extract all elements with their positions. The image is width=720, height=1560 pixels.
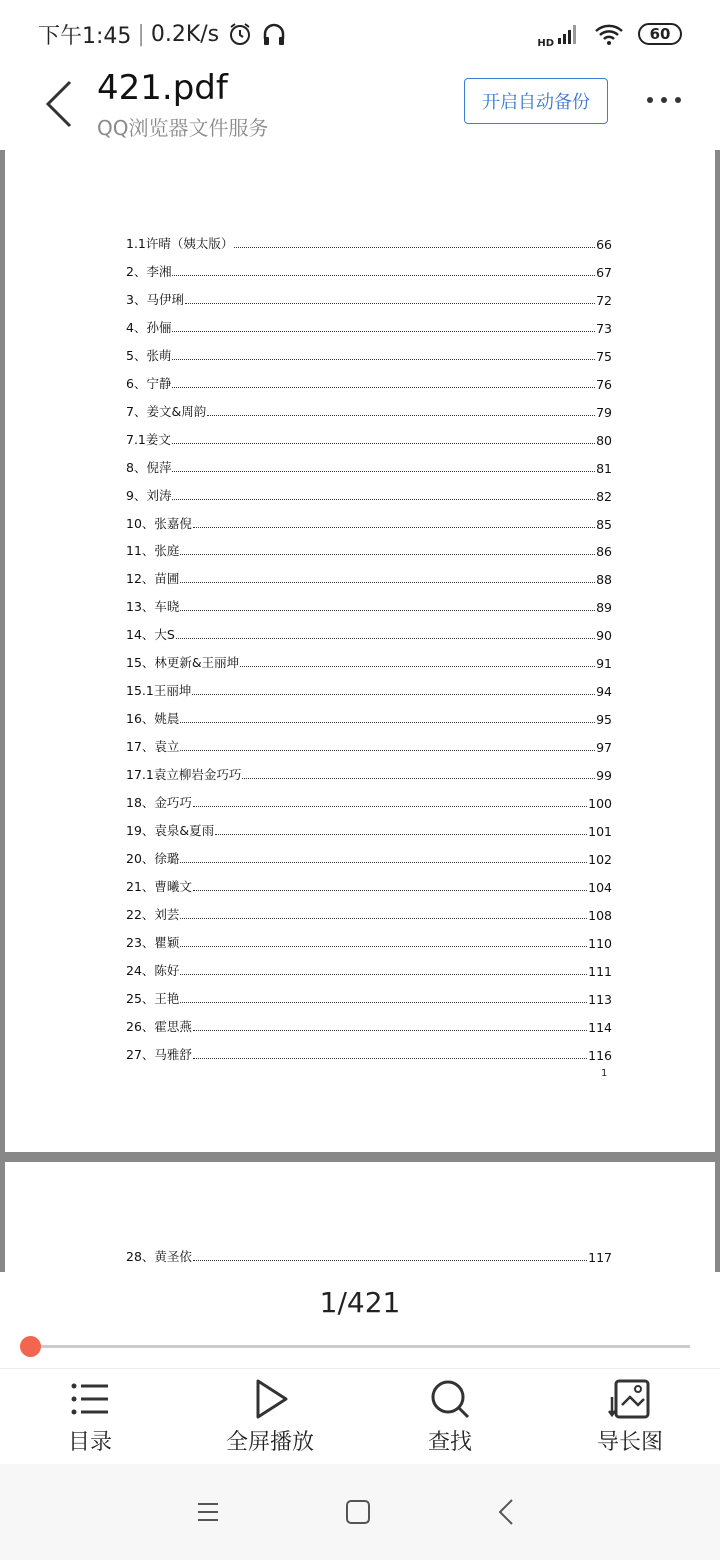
toc-entry-title: 28、黄圣依 [126,1249,192,1264]
toc-entry-title: 24、陈好 [126,962,180,978]
toc-entry-page: 101 [588,823,612,839]
toc-entry-page: 80 [596,432,612,448]
toc-entry-title: 1.1许晴（姨太版） [126,236,234,251]
toc-entry-title: 7.1姜文 [126,431,171,447]
toc-entry [126,735,612,755]
home-icon[interactable] [340,1494,376,1530]
toc-entry [126,428,612,448]
toc-label: 目录 [67,1430,112,1455]
toc-entry-page: 99 [596,768,612,784]
hd-label: HD [537,37,554,49]
toc-entry [126,679,612,699]
toc-entry [126,288,612,308]
toc-entry-page: 88 [596,572,612,588]
toc-entry-page: 89 [596,600,612,616]
toc-entry-title: 26、霍思燕 [126,1018,192,1034]
toc-entry-title: 13、车晓 [126,599,180,615]
toc-leader-dots [180,750,595,751]
dot [675,97,681,103]
toc-leader-dots [180,722,595,723]
toc-entry-page: 72 [596,292,612,308]
toc-entry [126,567,612,587]
back-icon[interactable] [490,1494,526,1530]
toc-entry [126,260,612,280]
toc-entry-title: 27、马雅舒 [126,1046,192,1062]
toc-leader-dots [180,946,587,947]
toc-leader-dots [172,387,595,388]
toc-entry-title: 15.1王丽坤 [126,683,192,699]
system-nav-bar [0,1464,720,1560]
toc-entry [126,595,612,615]
toc-entry-title: 7、姜文&周韵 [126,403,207,419]
toc-entry-title: 22、刘芸 [126,906,180,922]
search-label: 查找 [427,1430,472,1455]
toc-leader-dots [192,694,595,695]
toc-entry-page: 75 [596,348,612,364]
play-icon [248,1377,292,1421]
alarm-icon [227,21,253,47]
toc-entry-title: 12、苗圃 [126,571,180,587]
toc-entry-page: 67 [596,264,612,280]
toc-entry [126,791,612,811]
network-speed: 0.2K/s [150,21,220,47]
toc-leader-dots [172,275,595,276]
toc-entry [126,316,612,336]
toc-entry-page: 81 [596,460,612,476]
status-bar [0,0,720,68]
toc-entry [126,512,612,532]
toc-entry [126,875,612,895]
long-image-icon [608,1377,652,1421]
toc-entry [126,903,612,923]
toc-leader-dots [172,499,595,500]
toc-entry-title: 17、袁立 [126,739,180,755]
toc-leader-dots [193,890,587,891]
toc-leader-dots [172,471,595,472]
toc-leader-dots [193,1030,587,1031]
toc-leader-dots [240,666,595,667]
fullscreen-play-label: 全屏播放 [225,1430,314,1455]
toc-entry [126,539,612,559]
toc-leader-dots [234,247,595,248]
toc-entry [126,344,612,364]
toc-entry [126,1015,612,1035]
toc-leader-dots [172,359,595,360]
toc-entry-title: 6、宁静 [126,375,172,391]
toc-leader-dots [180,554,595,555]
toc-entry [126,456,612,476]
toc-entry-title: 9、刘涛 [126,487,172,503]
toc-entry-page: 108 [588,907,612,923]
toc-entry-page: 100 [588,796,612,811]
toc-entry [126,372,612,392]
toc-leader-dots [180,974,587,975]
pdf-page [5,1162,715,1272]
toc-entry-title: 15、林更新&王丽坤 [126,655,240,671]
toc-entry [126,651,612,671]
toc-button[interactable] [20,1369,160,1465]
toc-entry-page: 82 [596,488,612,504]
dot [661,97,667,103]
toc-entry-title: 25、王艳 [126,990,180,1006]
toc-entry-title: 18、金巧巧 [126,795,192,810]
header [0,68,720,150]
export-long-image-button[interactable] [560,1369,700,1465]
toc-entry-title: 8、倪萍 [126,459,172,475]
dot [647,97,653,103]
list-icon [68,1377,112,1421]
export-long-image-label: 导长图 [596,1430,663,1455]
toc-entry [126,1043,612,1063]
toc-entry [126,819,612,839]
bottom-toolbar [0,1368,720,1464]
auto-backup-button[interactable]: 开启自动备份 [464,78,608,124]
toc-entry-page: 76 [596,376,612,392]
toc-entry-title: 17.1袁立柳岩金巧巧 [126,767,242,783]
headphones-icon [261,21,287,47]
toc-leader-dots [176,638,595,639]
back-arrow-icon[interactable] [40,76,80,132]
toc-entry [126,763,612,783]
toc-leader-dots [180,582,595,583]
toc-entry-page: 73 [596,320,612,336]
file-source: QQ浏览器文件服务 [97,116,269,140]
toc-entry [126,484,612,504]
toc-entry-page: 90 [596,628,612,644]
toc-leader-dots [193,1260,587,1261]
page-indicator: 1/421 [319,1286,401,1319]
toc-entry-title: 4、孙俪 [126,319,172,335]
toc-leader-dots [193,1058,587,1059]
toc-entry-page: 102 [588,851,612,867]
toc-entry [126,931,612,951]
status-divider: | [137,21,145,47]
status-time: 下午1:45 [38,23,132,49]
toc-entry-page: 95 [596,712,612,728]
toc-leader-dots [180,1002,587,1003]
toc-entry-page: 79 [596,404,612,420]
toc-entry-page: 86 [596,544,612,560]
toc-entry-page: 97 [596,740,612,756]
toc-entry [126,400,612,420]
toc-entry-page: 94 [596,684,612,700]
toc-entry [126,623,612,643]
more-menu-button[interactable] [640,82,688,118]
toc-leader-dots [207,415,595,416]
search-button[interactable] [380,1369,520,1465]
toc-entry-page: 116 [588,1047,612,1063]
toc-entry [126,707,612,727]
toc-entry [126,847,612,867]
menu-icon[interactable] [190,1494,226,1530]
toc-leader-dots [185,303,595,304]
page-number: 1 [601,1068,608,1079]
toc-entry-title: 16、姚晨 [126,711,180,727]
page-indicator-panel [0,1272,720,1368]
toc-entry-title: 21、曹曦文 [126,878,192,894]
toc-entry-page: 85 [596,516,612,532]
toc-entry [126,232,612,252]
page-slider-track[interactable] [30,1345,690,1348]
toc-entry [126,987,612,1007]
toc-entry-page: 111 [588,963,612,979]
toc-leader-dots [193,806,587,807]
toc-entry-page: 91 [596,656,612,672]
search-icon [428,1377,472,1421]
toc-entry-title: 10、张嘉倪 [126,515,192,531]
wifi-icon [594,22,624,46]
toc-entry-title: 5、张萌 [126,347,172,363]
toc-entry-page: 66 [596,237,612,252]
toc-leader-dots [180,918,587,919]
toc-entry-page: 113 [588,991,612,1007]
toc-leader-dots [180,610,595,611]
toc-entry [126,959,612,979]
toc-entry-page: 104 [588,879,612,895]
toc-entry-title: 2、李湘 [126,263,172,279]
toc-entry-page: 117 [588,1250,612,1265]
toc-entry-title: 14、大S [126,627,175,643]
toc-leader-dots [172,443,595,444]
pdf-viewer[interactable] [0,150,720,1272]
toc-leader-dots [172,331,595,332]
toc-entry [126,1245,612,1265]
file-title: 421.pdf [97,68,228,108]
toc-entry-title: 20、徐璐 [126,850,180,866]
toc-entry-title: 11、张庭 [126,543,180,559]
toc-entry-title: 19、袁泉&夏雨 [126,822,215,838]
page-slider-thumb[interactable] [20,1336,41,1357]
toc-entry-page: 110 [588,935,612,951]
toc-entry-title: 3、马伊琍 [126,291,184,307]
toc-leader-dots [180,862,587,863]
signal-icon [556,22,580,46]
pdf-page [5,150,715,1152]
toc-entry-title: 23、瞿颖 [126,934,180,950]
fullscreen-play-button[interactable] [200,1369,340,1465]
toc-leader-dots [215,834,587,835]
toc-leader-dots [242,778,595,779]
toc-entry-page: 114 [588,1019,612,1035]
battery-indicator: 60 [638,23,682,45]
toc-leader-dots [193,527,595,528]
